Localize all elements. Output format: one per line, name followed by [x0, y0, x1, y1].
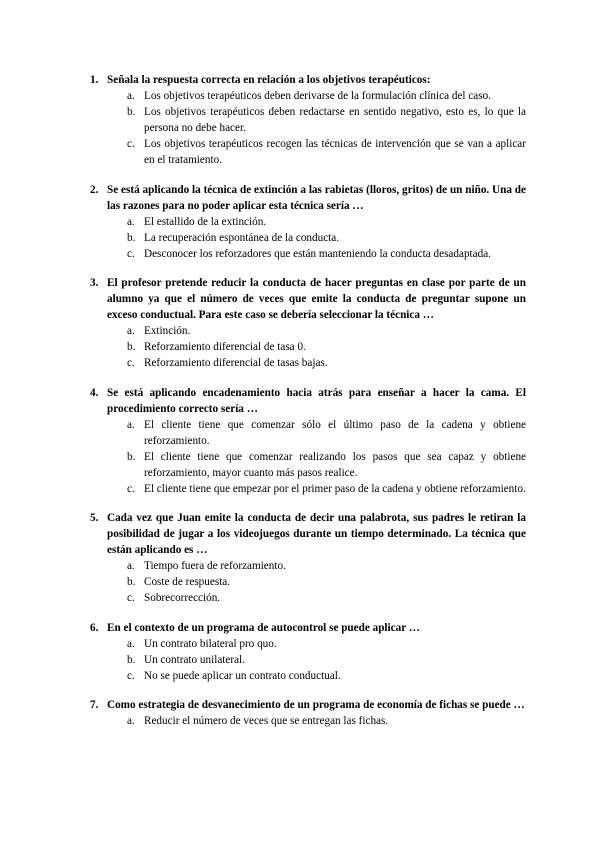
option-letter: c.	[127, 138, 135, 150]
document-page	[90, 72, 526, 743]
option-letter: b.	[127, 341, 136, 353]
option-letter: b.	[127, 450, 136, 463]
option-text: Desconocer los reforzadores que están manteniendo la conducta desadaptada.	[144, 247, 491, 260]
option-c	[107, 481, 526, 497]
option-text: Un contrato unilateral.	[144, 653, 245, 666]
option-text: Reducir el número de veces que se entregan las fichas.	[144, 715, 389, 727]
option-c	[107, 246, 526, 262]
question-6	[90, 620, 526, 684]
option-c	[107, 136, 526, 168]
option-text: El cliente tiene que comenzar realizando los pasos que sea capaz y obtiene reforzamiento, mayor cuanto más pasos realice.	[144, 450, 526, 479]
question-text: Se está aplicando la técnica de extinción a las rabietas (lloros, gritos) de un niño. Una de las razones para no poder aplicar esta técnica sería …	[107, 183, 526, 212]
question-number: 3.	[90, 277, 99, 289]
question-5	[90, 510, 526, 606]
option-c	[107, 590, 526, 606]
option-letter: c.	[127, 592, 135, 604]
option-letter: b.	[127, 576, 136, 588]
options-list	[107, 88, 526, 168]
option-letter: a.	[127, 418, 135, 431]
option-letter: c.	[127, 247, 135, 260]
question-text: Se está aplicando encadenamiento hacia atrás para enseñar a hacer la cama. El procedimiento correcto sería …	[107, 386, 526, 415]
option-text: Los objetivos terapéuticos deben derivarse de la formulación clínica del caso.	[144, 90, 491, 102]
question-number: 1.	[90, 74, 99, 86]
option-a	[107, 713, 526, 729]
option-text: Los objetivos terapéuticos recogen las técnicas de intervención que se van a aplicar en el tratamiento.	[144, 138, 526, 166]
options-list	[107, 713, 526, 729]
option-a	[107, 214, 526, 230]
question-number: 6.	[90, 621, 99, 634]
question-1	[90, 72, 526, 168]
option-text: Sobrecorrección.	[144, 592, 221, 604]
option-b	[107, 104, 526, 136]
option-letter: c.	[127, 669, 135, 682]
option-b	[107, 574, 526, 590]
option-text: Reforzamiento diferencial de tasas bajas.	[144, 357, 328, 369]
option-letter: b.	[127, 653, 136, 666]
option-letter: a.	[127, 637, 135, 650]
option-letter: a.	[127, 715, 135, 727]
option-b	[107, 652, 526, 668]
question-number: 7.	[90, 699, 99, 711]
option-c	[107, 668, 526, 684]
option-a	[107, 558, 526, 574]
option-text: Tiempo fuera de reforzamiento.	[144, 560, 286, 572]
options-list	[107, 558, 526, 606]
question-text: Señala la respuesta correcta en relación a los objetivos terapéuticos:	[107, 74, 431, 86]
option-text: Extinción.	[144, 325, 191, 337]
question-text: Como estrategia de desvanecimiento de un programa de economía de fichas se puede …	[107, 699, 525, 711]
option-letter: a.	[127, 325, 135, 337]
question-text: En el contexto de un programa de autocontrol se puede aplicar …	[107, 621, 420, 634]
options-list	[107, 323, 526, 371]
option-letter: b.	[127, 106, 136, 118]
option-b	[107, 230, 526, 246]
option-text: El estallido de la extinción.	[144, 215, 267, 228]
option-a	[107, 636, 526, 652]
question-text: Cada vez que Juan emite la conducta de decir una palabrota, sus padres le retiran la posibilidad de jugar a los videojuegos durante un tiempo determinado. La técnica que están aplicando es …	[107, 512, 526, 556]
option-b	[107, 339, 526, 355]
option-text: No se puede aplicar un contrato conductual.	[144, 669, 341, 682]
option-text: Un contrato bilateral pro quo.	[144, 637, 277, 650]
option-letter: b.	[127, 231, 136, 244]
option-letter: c.	[127, 357, 135, 369]
option-text: Los objetivos terapéuticos deben redactarse en sentido negativo, esto es, lo que la persona no debe hacer.	[144, 106, 526, 134]
option-c	[107, 355, 526, 371]
question-7	[90, 697, 526, 729]
question-text: El profesor pretende reducir la conducta de hacer preguntas en clase por parte de un alumno ya que el número de veces que emite la conducta de preguntar supone un exceso conductual. Para este caso se debería seleccionar la técnica …	[107, 277, 526, 321]
option-letter: a.	[127, 90, 135, 102]
question-number: 4.	[90, 386, 99, 399]
question-4	[90, 385, 526, 497]
option-a	[107, 417, 526, 449]
question-number: 2.	[90, 183, 99, 196]
options-list	[107, 214, 526, 262]
option-letter: c.	[127, 482, 135, 495]
option-text: Coste de respuesta.	[144, 576, 231, 588]
option-text: La recuperación espontánea de la conducta.	[144, 231, 340, 244]
option-text: El cliente tiene que comenzar sólo el último paso de la cadena y obtiene reforzamiento.	[144, 418, 526, 447]
option-a	[107, 323, 526, 339]
option-text: El cliente tiene que empezar por el primer paso de la cadena y obtiene reforzamiento.	[144, 482, 526, 495]
question-3	[90, 275, 526, 371]
option-a	[107, 88, 526, 104]
option-letter: a.	[127, 560, 135, 572]
option-letter: a.	[127, 215, 135, 228]
question-2	[90, 182, 526, 262]
option-b	[107, 449, 526, 481]
options-list	[107, 636, 526, 684]
question-number: 5.	[90, 512, 99, 524]
option-text: Reforzamiento diferencial de tasa 0.	[144, 341, 306, 353]
options-list	[107, 417, 526, 497]
